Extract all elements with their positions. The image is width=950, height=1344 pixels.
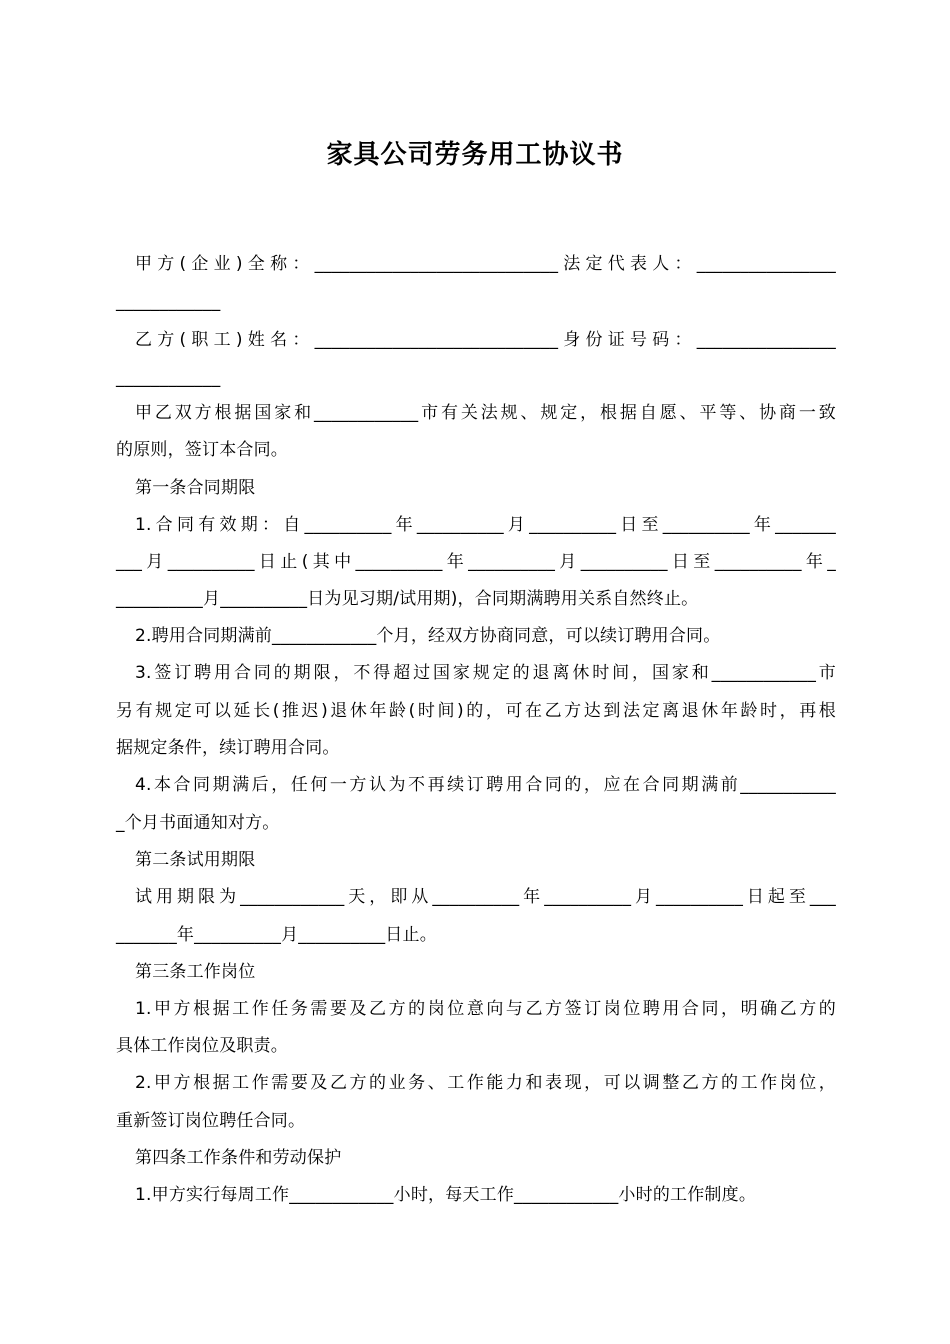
party-b-name-line-continued: ____________ bbox=[116, 368, 221, 388]
article-1-clause-2: 2.聘用合同期满前____________个月，经双方协商同意，可以续订聘用合同。 bbox=[135, 626, 721, 646]
article-3-heading: 第三条工作岗位 bbox=[135, 962, 256, 982]
article-1-clause-3-end: 据规定条件，续订聘用合同。 bbox=[116, 738, 340, 758]
article-1-clause-3-continued: 另有规定可以延长(推迟)退休年龄(时间)的，可在乙方达到法定离退休年龄时，再根 bbox=[116, 701, 836, 721]
party-a-name-line-continued: ____________ bbox=[116, 292, 221, 312]
article-3-clause-1-continued: 具体工作岗位及职责。 bbox=[116, 1036, 288, 1056]
preamble-paragraph-continued: 的原则，签订本合同。 bbox=[116, 440, 288, 460]
article-1-clause-1: 1.合同有效期：自__________年__________月__________日至__________年_______ bbox=[135, 515, 836, 535]
article-1-clause-4: 4.本合同期满后，任何一方认为不再续订聘用合同的，应在合同期满前___________ bbox=[135, 775, 836, 795]
article-4-heading: 第四条工作条件和劳动保护 bbox=[135, 1148, 342, 1168]
party-b-name-line: 乙方(职工)姓名：____________________________身份证号码：________________ bbox=[135, 330, 836, 350]
preamble-paragraph: 甲乙双方根据国家和____________市有关法规、规定，根据自愿、平等、协商一致 bbox=[135, 403, 836, 423]
party-a-name-line: 甲方(企业)全称：____________________________法定代表人：________________ bbox=[135, 254, 836, 274]
article-2-probation-line: 试用期限为____________天，即从__________年__________月__________日起至___ bbox=[135, 887, 836, 907]
article-4-clause-1: 1.甲方实行每周工作____________小时，每天工作____________小时的工作制度。 bbox=[135, 1185, 757, 1205]
article-2-probation-line-continued: _______年__________月__________日止。 bbox=[116, 925, 437, 945]
article-1-clause-4-end: _个月书面通知对方。 bbox=[116, 813, 280, 833]
article-3-clause-1: 1.甲方根据工作任务需要及乙方的岗位意向与乙方签订岗位聘用合同，明确乙方的 bbox=[135, 999, 836, 1019]
article-1-heading: 第一条合同期限 bbox=[135, 478, 256, 498]
article-3-clause-2: 2.甲方根据工作需要及乙方的业务、工作能力和表现，可以调整乙方的工作岗位， bbox=[135, 1073, 836, 1093]
article-1-clause-1-continued: ___月__________日止(其中__________年__________月__________日至__________年_ bbox=[116, 552, 836, 572]
article-3-clause-2-continued: 重新签订岗位聘任合同。 bbox=[116, 1111, 306, 1131]
article-1-clause-1-end: __________月__________日为见习期/试用期)，合同期满聘用关系自然终止。 bbox=[116, 589, 699, 609]
article-1-clause-3: 3.签订聘用合同的期限，不得超过国家规定的退离休时间，国家和____________市 bbox=[135, 663, 836, 683]
article-2-heading: 第二条试用期限 bbox=[135, 850, 256, 870]
document-title: 家具公司劳务用工协议书 bbox=[326, 140, 624, 170]
